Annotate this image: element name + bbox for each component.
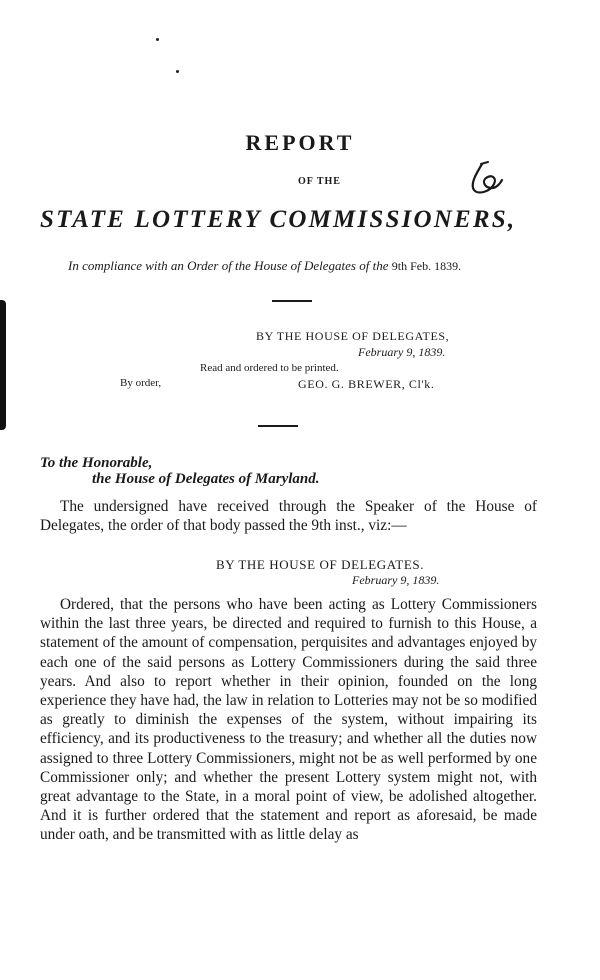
divider-rule [272, 300, 312, 302]
binding-edge-mark [0, 300, 6, 430]
address-line-2: the House of Delegates of Maryland. [92, 471, 320, 487]
order-date-2: February 9, 1839. [352, 573, 440, 587]
ink-speck [176, 70, 179, 73]
paragraph-2-text: Ordered, that the persons who have been acting as Lottery Commissioners within the last three years, be directed and required to furnish to this House, a statement of the amount of compensation, perquisites and advantages enjoyed by each one of the said persons as Lottery Commissioners during the said three years. And also to report whether in their opinion, founded on the long experience they have had, the law in relation to Lotteries may not be so modified as greatly to diminish the expenses of the system, without impairing its efficiency, and its productiveness to the treasury; and whether all the duties now assigned to three Lottery Commissioners, might not be as well performed by one Commissioner only; and whether the present Lottery system might not, with great advantage to the State, in a moral point of view, be adolished altogether. And it is further ordered that the statement and report as aforesaid, be made under oath, and be transmitted with as little delay as [40, 596, 537, 844]
commissioners-heading: STATE LOTTERY COMMISSIONERS, [40, 206, 517, 233]
by-order-label: By order, [120, 377, 162, 389]
compliance-line [68, 258, 461, 274]
address-line-1: To the Honorable, [40, 455, 153, 471]
clerk-signature-line: GEO. G. BREWER, Cl'k. [298, 377, 435, 391]
paragraph-1-text: The undersigned have received through the Speaker of the House of Delegates, the order of that body passed the 9th inst., viz:— [40, 498, 537, 535]
house-of-delegates-line-2: BY THE HOUSE OF DELEGATES. [216, 557, 425, 572]
of-the-heading: OF THE [298, 176, 341, 187]
compliance-text: In compliance with an Order of the House of Delegates of the [68, 258, 389, 273]
order-date: February 9, 1839. [358, 345, 446, 359]
body-paragraph-2 [40, 595, 537, 845]
body-paragraph-1 [40, 497, 537, 535]
read-ordered-line: Read and ordered to be printed. [200, 362, 339, 374]
divider-rule [258, 425, 298, 427]
ink-speck [156, 38, 159, 41]
house-of-delegates-line: BY THE HOUSE OF DELEGATES, [256, 329, 450, 343]
report-heading: REPORT [245, 130, 355, 155]
handwritten-mark [466, 160, 506, 196]
compliance-date: 9th Feb. 1839. [391, 259, 462, 273]
